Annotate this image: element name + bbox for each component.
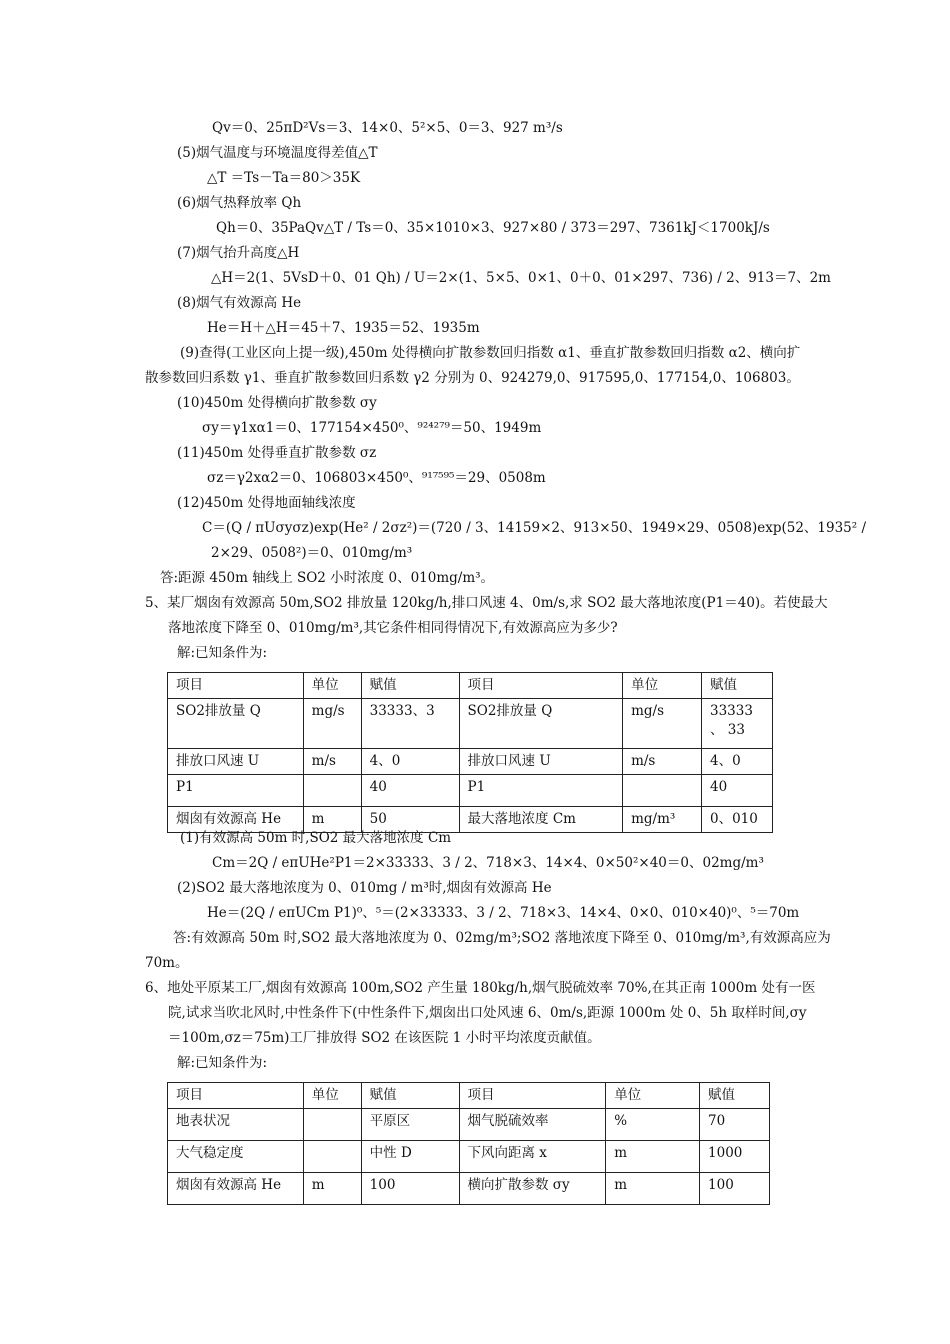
text-line: (2)SO2 最大落地浓度为 0、010mg / m³时,烟囱有效源高 He	[177, 880, 552, 896]
table-header-cell: 赋值	[361, 1083, 459, 1109]
table-header-cell: 项目	[168, 1083, 304, 1109]
text-line: 答:距源 450m 轴线上 SO2 小时浓度 0、010mg/m³。	[160, 570, 495, 586]
table-header-cell: 项目	[459, 1083, 606, 1109]
text-line: 答:有效源高 50m 时,SO2 最大落地浓度为 0、02mg/m³;SO2 落地浓度下降至 0、010mg/m³,有效源高应为	[173, 930, 831, 946]
table-cell: 1000	[700, 1141, 770, 1173]
table-cell: 4、0	[361, 749, 459, 775]
table-cell: 中性 D	[361, 1141, 459, 1173]
table-cell: 地表状况	[168, 1109, 304, 1141]
known-conditions-table-problem-6	[167, 1082, 770, 1205]
table-cell	[303, 775, 361, 807]
table-cell: 0、010	[702, 807, 773, 833]
text-line: (6)烟气热释放率 Qh	[177, 195, 302, 211]
table-row	[168, 1141, 770, 1173]
text-line: σy＝γ1xα1＝0、177154×450⁰、⁹²⁴²⁷⁹＝50、1949m	[202, 420, 542, 436]
table-cell: m/s	[303, 749, 361, 775]
table-cell: mg/s	[623, 699, 702, 749]
table-row	[168, 699, 773, 749]
table-cell: %	[606, 1109, 700, 1141]
table-cell: 大气稳定度	[168, 1141, 304, 1173]
table-cell: m	[606, 1173, 700, 1205]
table-cell: m	[606, 1141, 700, 1173]
table-cell: 烟囱有效源高 He	[168, 1173, 304, 1205]
table-row	[168, 749, 773, 775]
known-conditions-table-problem-5	[167, 672, 773, 833]
text-line: (12)450m 处得地面轴线浓度	[177, 495, 356, 511]
table-cell: mg/m³	[623, 807, 702, 833]
table-header-cell: 单位	[606, 1083, 700, 1109]
table-cell: 100	[700, 1173, 770, 1205]
table-cell: m/s	[623, 749, 702, 775]
table-cell: 横向扩散参数 σy	[459, 1173, 606, 1205]
table-cell: SO2排放量 Q	[459, 699, 623, 749]
text-line: (9)查得(工业区向上提一级),450m 处得横向扩散参数回归指数 α1、垂直扩散参数回归指数 α2、横向扩	[180, 345, 801, 361]
text-line: 散参数回归系数 γ1、垂直扩散参数回归系数 γ2 分别为 0、924279,0、917595,0、177154,0、106803。	[145, 370, 800, 386]
text-line: △T ＝Ts－Ta＝80＞35K	[207, 170, 361, 186]
text-line: 70m。	[145, 955, 189, 971]
text-line: 6、地处平原某工厂,烟囱有效源高 100m,SO2 产生量 180kg/h,烟气脱硫效率 70%,在其正南 1000m 处有一医	[145, 980, 816, 996]
table-header-cell: 项目	[168, 673, 304, 699]
table-cell: 4、0	[702, 749, 773, 775]
table-header-cell: 单位	[623, 673, 702, 699]
table-header-cell: 项目	[459, 673, 623, 699]
table-cell: 下风向距离 x	[459, 1141, 606, 1173]
text-line: 5、某厂烟囱有效源高 50m,SO2 排放量 120kg/h,排口风速 4、0m/s,求 SO2 最大落地浓度(P1＝40)。若使最大	[145, 595, 828, 611]
table-cell: 100	[361, 1173, 459, 1205]
text-line: σz＝γ2xα2＝0、106803×450⁰、⁹¹⁷⁵⁹⁵＝29、0508m	[207, 470, 546, 486]
table-cell: 40	[702, 775, 773, 807]
text-line: Cm＝2Q / eπUHe²P1＝2×33333、3 / 2、718×3、14×4、0×50²×40＝0、02mg/m³	[212, 855, 764, 871]
table-header-cell: 赋值	[702, 673, 773, 699]
table-header-cell: 赋值	[700, 1083, 770, 1109]
table-cell: 50	[361, 807, 459, 833]
text-line: (5)烟气温度与环境温度得差值△T	[177, 145, 378, 161]
table-cell	[303, 1109, 361, 1141]
table-header-cell: 单位	[303, 673, 361, 699]
text-line: (1)有效源高 50m 时,SO2 最大落地浓度 Cm	[180, 830, 452, 846]
text-line: (10)450m 处得横向扩散参数 σy	[177, 395, 377, 411]
text-line: 落地浓度下降至 0、010mg/m³,其它条件相同得情况下,有效源高应为多少?	[168, 620, 618, 636]
table-cell: 33333 、 33	[702, 699, 773, 749]
table-cell: m	[303, 807, 361, 833]
text-line: (8)烟气有效源高 He	[177, 295, 302, 311]
table-cell: 40	[361, 775, 459, 807]
table-row	[168, 1173, 770, 1205]
table-cell: P1	[168, 775, 304, 807]
text-line: (11)450m 处得垂直扩散参数 σz	[177, 445, 377, 461]
table-cell: 排放口风速 U	[168, 749, 304, 775]
text-line: 解:已知条件为:	[177, 645, 268, 661]
table-cell: 烟气脱硫效率	[459, 1109, 606, 1141]
table-row	[168, 807, 773, 833]
text-line: Qv＝0、25πD²Vs＝3、14×0、5²×5、0＝3、927 m³/s	[212, 120, 563, 136]
table-row	[168, 1109, 770, 1141]
text-line: Qh＝0、35PaQv△T / Ts＝0、35×1010×3、927×80 / 373＝297、7361kJ＜1700kJ/s	[216, 220, 770, 236]
table-cell	[303, 1141, 361, 1173]
table-cell: 70	[700, 1109, 770, 1141]
text-line: 院,试求当吹北风时,中性条件下(中性条件下,烟囱出口处风速 6、0m/s,距源 1000m 处 0、5h 取样时间,σy	[168, 1005, 807, 1021]
table-cell	[623, 775, 702, 807]
table-header-cell: 单位	[303, 1083, 361, 1109]
table-header-row	[168, 1083, 770, 1109]
text-line: 2×29、0508²)＝0、010mg/m³	[211, 545, 413, 561]
text-line: He＝(2Q / eπUCm P1)⁰、⁵＝(2×33333、3 / 2、718×3、14×4、0×0、010×40)⁰、⁵＝70m	[207, 905, 800, 921]
table-cell: 烟囱有效源高 He	[168, 807, 304, 833]
table-cell: 排放口风速 U	[459, 749, 623, 775]
text-line: △H＝2(1、5VsD＋0、01 Qh) / U＝2×(1、5×5、0×1、0＋0、01×297、736) / 2、913＝7、2m	[211, 270, 831, 286]
table-cell: SO2排放量 Q	[168, 699, 304, 749]
table-header-row	[168, 673, 773, 699]
table-cell: P1	[459, 775, 623, 807]
text-line: 解:已知条件为:	[177, 1055, 268, 1071]
table-cell: 33333、3	[361, 699, 459, 749]
text-line: (7)烟气抬升高度△H	[177, 245, 300, 261]
text-line: He＝H＋△H＝45＋7、1935＝52、1935m	[207, 320, 480, 336]
table-header-cell: 赋值	[361, 673, 459, 699]
table-cell: 平原区	[361, 1109, 459, 1141]
text-line: ＝100m,σz＝75m)工厂排放得 SO2 在该医院 1 小时平均浓度贡献值。	[168, 1030, 601, 1046]
table-cell: m	[303, 1173, 361, 1205]
table-cell: mg/s	[303, 699, 361, 749]
table-row	[168, 775, 773, 807]
table-cell: 最大落地浓度 Cm	[459, 807, 623, 833]
text-line: C＝(Q / πUσyσz)exp(He² / 2σz²)＝(720 / 3、14159×2、913×50、1949×29、0508)exp(52、1935² /	[202, 520, 867, 536]
